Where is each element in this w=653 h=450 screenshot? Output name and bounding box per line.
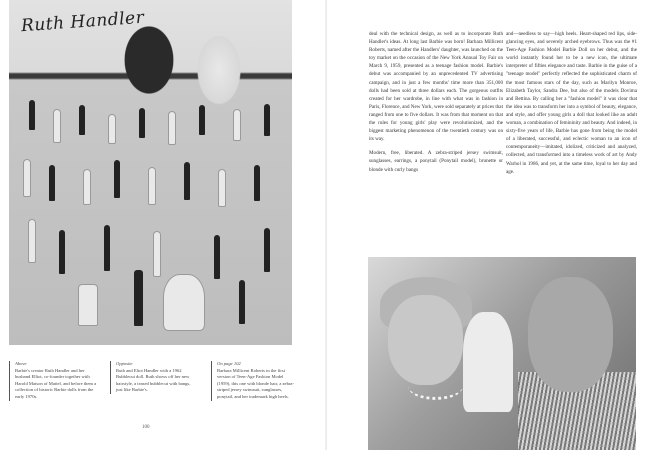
caption-on-page-102 [211, 361, 297, 401]
doll-figure [169, 112, 175, 144]
elliot-face [528, 277, 613, 392]
doll-figure [154, 232, 160, 276]
pearl-necklace [408, 372, 463, 400]
caption-opposite [110, 361, 198, 394]
doll-figure [84, 170, 90, 204]
doll-figure [164, 275, 204, 330]
paragraph: Modern, free, liberated. A zebra-striped jersey swimsuit, sunglasses, earrings, a ponytail (Ponytail model), brunette or blonde with curly bangs [369, 150, 503, 173]
caption-title: On page 102 [217, 361, 241, 366]
doll-figure [139, 108, 145, 138]
doll-figure [29, 100, 35, 130]
doll-figure [24, 160, 30, 196]
body-text-column-1 [369, 30, 503, 180]
doll-figure [264, 104, 270, 136]
doll-figure [109, 115, 115, 143]
doll-figure [184, 162, 190, 200]
caption-above [9, 361, 97, 401]
doll-figure [239, 280, 245, 324]
caption-text: Ruth and Eliot Handler with a 1962 Bubblecut doll. Ruth shows off her new hairstyle, a teased bubblecut with bangs, just like Barbie's. [116, 367, 191, 393]
caption-title: Opposite [116, 361, 133, 366]
doll-figure [214, 235, 220, 279]
doll-figure [234, 110, 240, 140]
doll-figure [254, 165, 260, 201]
caption-text: Barbie's creator Ruth Handler and her husband Elliot, co-founder together with Harold Matson of Mattel, and before them a collection of historic Barbie dolls from the early 1970s. [15, 367, 97, 399]
doll-figure [219, 170, 225, 206]
doll-figure [59, 230, 65, 274]
page-number: 100 [142, 425, 150, 430]
doll-figure [49, 165, 55, 201]
handlers-portrait-photo [368, 257, 636, 450]
doll-figure [134, 270, 143, 326]
doll-figure [79, 105, 85, 135]
doll-figure [29, 220, 35, 262]
paragraph: deal with the technical design, as well as to incorporate Ruth Handler's ideas. At long last Barbie was born! Barbara Millicent Roberts, named after the Handlers' daughter, was launched on the toy market on the occasion of the New York Annual Toy Fair on March 9, 1959, presented as a teenage fashion model. Barbie's debut was accompanied by an unprecedented TV advertising campaign, and in just a few months' time more than 351,000 dolls had been sold at three dollars each. The gorgeous outfits created for her wardrobe, in line with what was in fashion in Paris, Florence, and New York, were sold separately at prices that ranged from one to five dollars. It was from that moment on that the rules for young girls' play were revolutionized, and the biggest marketing phenomenon of the twentieth century was on its way. [369, 31, 503, 143]
caption-title: Above [15, 361, 27, 366]
caption-text: Barbara Millicent Roberts in the first version of Teen-Age Fashion Model (1959), this one with blonde hair, a zebra-striped jersey swimsuit, sunglasses, ponytail, and her trademark high heels. [217, 367, 294, 399]
doll-figure [54, 110, 60, 142]
doll-figure [104, 225, 110, 271]
doll-figure [114, 160, 120, 198]
left-page [0, 0, 326, 450]
doll-figure [149, 168, 155, 204]
doll-figure [264, 228, 270, 272]
handlers-with-dolls-photo [9, 0, 292, 345]
doll-figure [79, 285, 97, 325]
barbie-doll-figure [463, 312, 513, 412]
body-text-column-2 [506, 30, 637, 182]
doll-figure [199, 105, 205, 135]
ruth-handler-signature: Ruth Handler [20, 7, 145, 37]
paragraph: and—needless to say—high heels. Heart-shaped red lips, side-glancing eyes, and severely arched eyebrows. Thus was the #1 Teen-Age Fashion Model Barbie Doll on her debut, and the world instantly found her to be a new icon, the ultimate interpreter of fifties elegance and taste. Barbie in the guise of a "teenage model" perfectly reflected the sophisticated charm of the most famous stars of the day, such as Marilyn Monroe, Elizabeth Taylor, Sandra Dee, but also of the models Dovima and Bettina. By calling her a "fashion model" it was clear that the idea was to transform her into a symbol of beauty, elegance, and style, and offer young girls a doll that looked like an adult woman, a combination of femininity and beauty. And indeed, in sixty-five years of life, Barbie has gone from being the model of a liberated, successful, and eclectic woman to an icon of contemporaneity—imitated, idolized, criticized and analyzed, collected, and transformed into a timeless work of art by Andy Warhol in 1986, and yet, at the same time, loyal to her day and age. [506, 31, 637, 175]
